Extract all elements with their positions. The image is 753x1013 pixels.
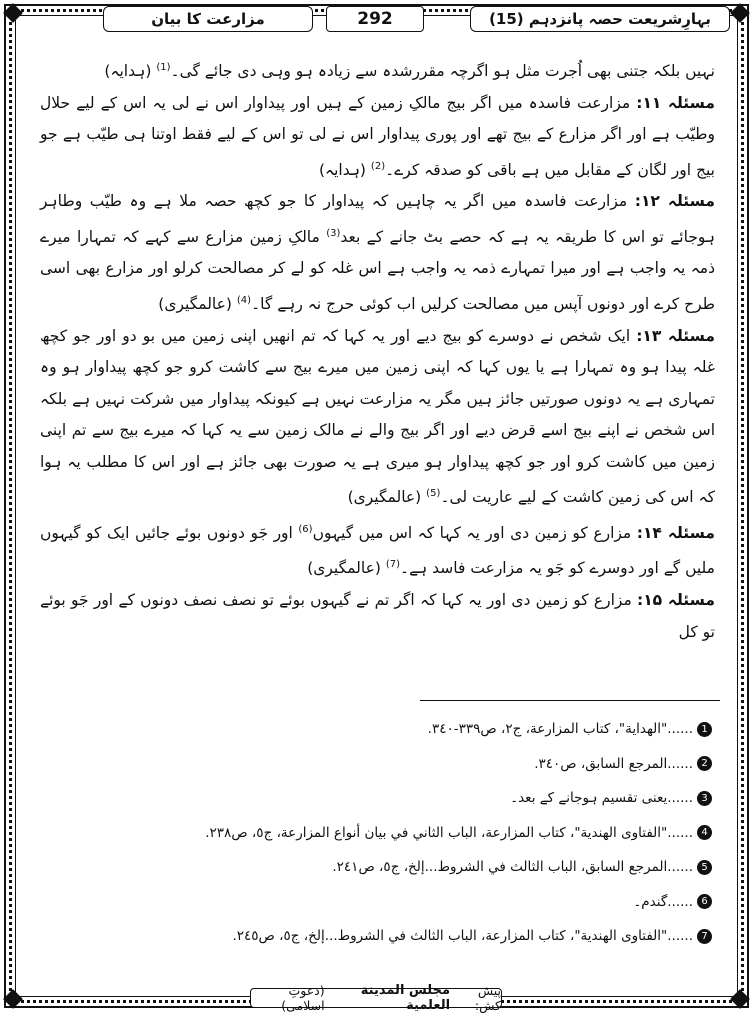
paragraph: نہیں بلکہ جتنی بھی اُجرت مثل ہو اگرچہ مقررشدہ سے زیادہ ہو وہی دی جائے گی۔$^{(1)}$ (ہدایہ) [104,62,715,81]
footnote-ref[interactable]: (3) [326,227,341,239]
paragraph-masla-14: مسئلہ ۱۴: مزارع کو زمین دی اور یہ کہا کہ اس میں گیہوں$^{(6)}$ اور جَو دونوں بوئے جائیں ایک کو گیہوں ملیں گے اور دوسرے کو جَو یہ مزارعت فاسد ہے۔$^{(7)}$ (عالمگیری) [40,523,715,578]
footnote-ref[interactable]: (6) [298,523,313,535]
publisher-footer [250,983,502,1013]
footnote [60,747,712,782]
book-title: بہارِشریعت حصہ پانزدہم (15) [470,6,730,32]
footnote-text: ......گندم۔ [633,893,693,910]
footnote-number: 4 [697,825,712,840]
footnote-number: 7 [697,929,712,944]
footnote-ref[interactable]: (1) [156,62,171,73]
citation: (عالمگیری) [158,295,237,314]
footnote-text: ......یعنی تقسیم ہوجانے کے بعد۔ [510,790,693,807]
footnote-text: ......"الفتاوى الهندية"، كتاب المزارعة، الباب الثاني في بيان أنواع المزارعة، ج٥، ص٢٣٨. [205,824,693,841]
footnote-text: ......"الفتاوى الهندية"، كتاب المزارعة، الباب الثالث في الشروط...إلخ، ج٥، ص٢٤٥. [232,928,693,945]
footnote-ref[interactable]: (5) [426,488,441,500]
footnote-ref[interactable]: (4) [236,294,252,306]
footer-suffix: (دعوتِ اسلامی) [281,983,325,1013]
footnote-number: 1 [697,722,712,737]
paragraph-masla-12: مسئلہ ۱۲: مزارعت فاسدہ میں اگر یہ چاہیں کہ پیداوار کا جو کچھ حصہ ملا ہے وہ طیّب وطاہر ہوجائے تو اس کا طریقہ یہ ہے کہ حصے بٹ جانے کے بعد$^{(3)}$ مالکِ زمین مزارع سے کہے کہ تمہارا میرے ذمہ یہ واجب ہے اور میرا تمہارے ذمہ یہ واجب ہے اس غلہ کو لے کر مصالحت کرلو اور مزارع بھی اسی طرح کرے اور دونوں آپس میں مصالحت کرلیں اب کوئی حرج نہ رہے گا۔$^{(4)}$ (عالمگیری) [40,192,715,314]
paragraph-masla-15: مسئلہ ۱۵: مزارع کو زمین دی اور یہ کہا کہ اگر تم نے گیہوں بوئے تو نصف نصف دونوں کے اور جَو بوئے تو کل [40,591,715,641]
paragraph-masla-11: مسئلہ ۱۱: مزارعت فاسدہ میں اگر بیج مالکِ زمین کے ہیں اور پیداوار اس نے لی یہ اس کے لیے حلال وطیّب ہے اور اگر مزارع کے بیج تھے اور پوری پیداوار اس نے لی تو اس کے لیے فقط اوتنا ہی طیّب ہے جو بیج اور لگان کے مقابل میں ہے باقی کو صدقہ کرے۔$^{(2)}$ (ہدایہ) [40,93,715,179]
masla-label: مسئلہ ۱۳: [636,326,715,345]
citation: (عالمگیری) [347,488,427,507]
citation: (ہدایہ) [318,160,371,179]
masla-label: مسئلہ ۱۱: [636,93,715,112]
footnote [60,816,712,851]
footnotes [60,712,712,954]
footnote [60,850,712,885]
masla-label: مسئلہ ۱۲: [634,192,715,211]
page-number: 292 [326,6,424,32]
footer-prefix: پیش کش: [474,983,501,1013]
footnote [60,781,712,816]
citation: (ہدایہ) [104,62,157,81]
footnote-divider [420,700,720,701]
citation: (عالمگیری) [307,559,386,578]
footnote-ref[interactable]: (7) [385,559,400,571]
footnote-text: ......المرجع السابق، الباب الثالث في الشروط...إلخ، ج٥، ص٢٤١. [332,859,693,876]
footnote-text: ......"الهداية"، كتاب المزارعة، ج٢، ص٣٣٩-٣٤٠. [427,721,693,738]
footnote-number: 6 [697,894,712,909]
footnote-number: 2 [697,756,712,771]
masla-label: مسئلہ ۱۵: [637,591,715,610]
paragraph-masla-13: مسئلہ ۱۳: ایک شخص نے دوسرے کو بیج دیے اور یہ کہا کہ تم انھیں اپنی زمین میں بو دو اور جو کچھ غلہ پیدا ہو وہ تمہارا ہے یا یوں کہا کہ اپنی زمین میں میرے بیج سے کاشت کرو جو کچھ پیداوار ہو وہ تمہاری ہے یہ دونوں صورتیں جائز ہیں مگر یہ مزارعت نہیں ہے کیونکہ پیداوار میں شرکت نہیں ہے بلکہ اس شخص نے اپنے بیج اسے قرض دیے اور اگر بیج والے نے مالک زمین سے یہ کہا کہ میرے بیج سے تم اپنی زمین میں کاشت کرو اور جو کچھ پیداوار ہو میری ہے یہ صورت بھی جائز ہے اور اس کا مطلب یہ ہوا کہ اس کی زمین کاشت کے لیے عاریت لی۔$^{(5)}$ (عالمگیری) [40,326,715,507]
footnote-ref[interactable]: (2) [370,160,386,172]
footnote [60,919,712,954]
main-text [40,52,715,648]
footnote-number: 3 [697,791,712,806]
footnote [60,885,712,920]
footnote-number: 5 [697,860,712,875]
footnote [60,712,712,747]
masla-label: مسئلہ ۱۴: [636,523,715,542]
footnote-text: ......المرجع السابق، ص٣٤٠. [534,755,693,772]
publisher-name: مجلس المدينة العلمية [360,983,451,1013]
chapter-title: مزارعت کا بیان [103,6,313,32]
